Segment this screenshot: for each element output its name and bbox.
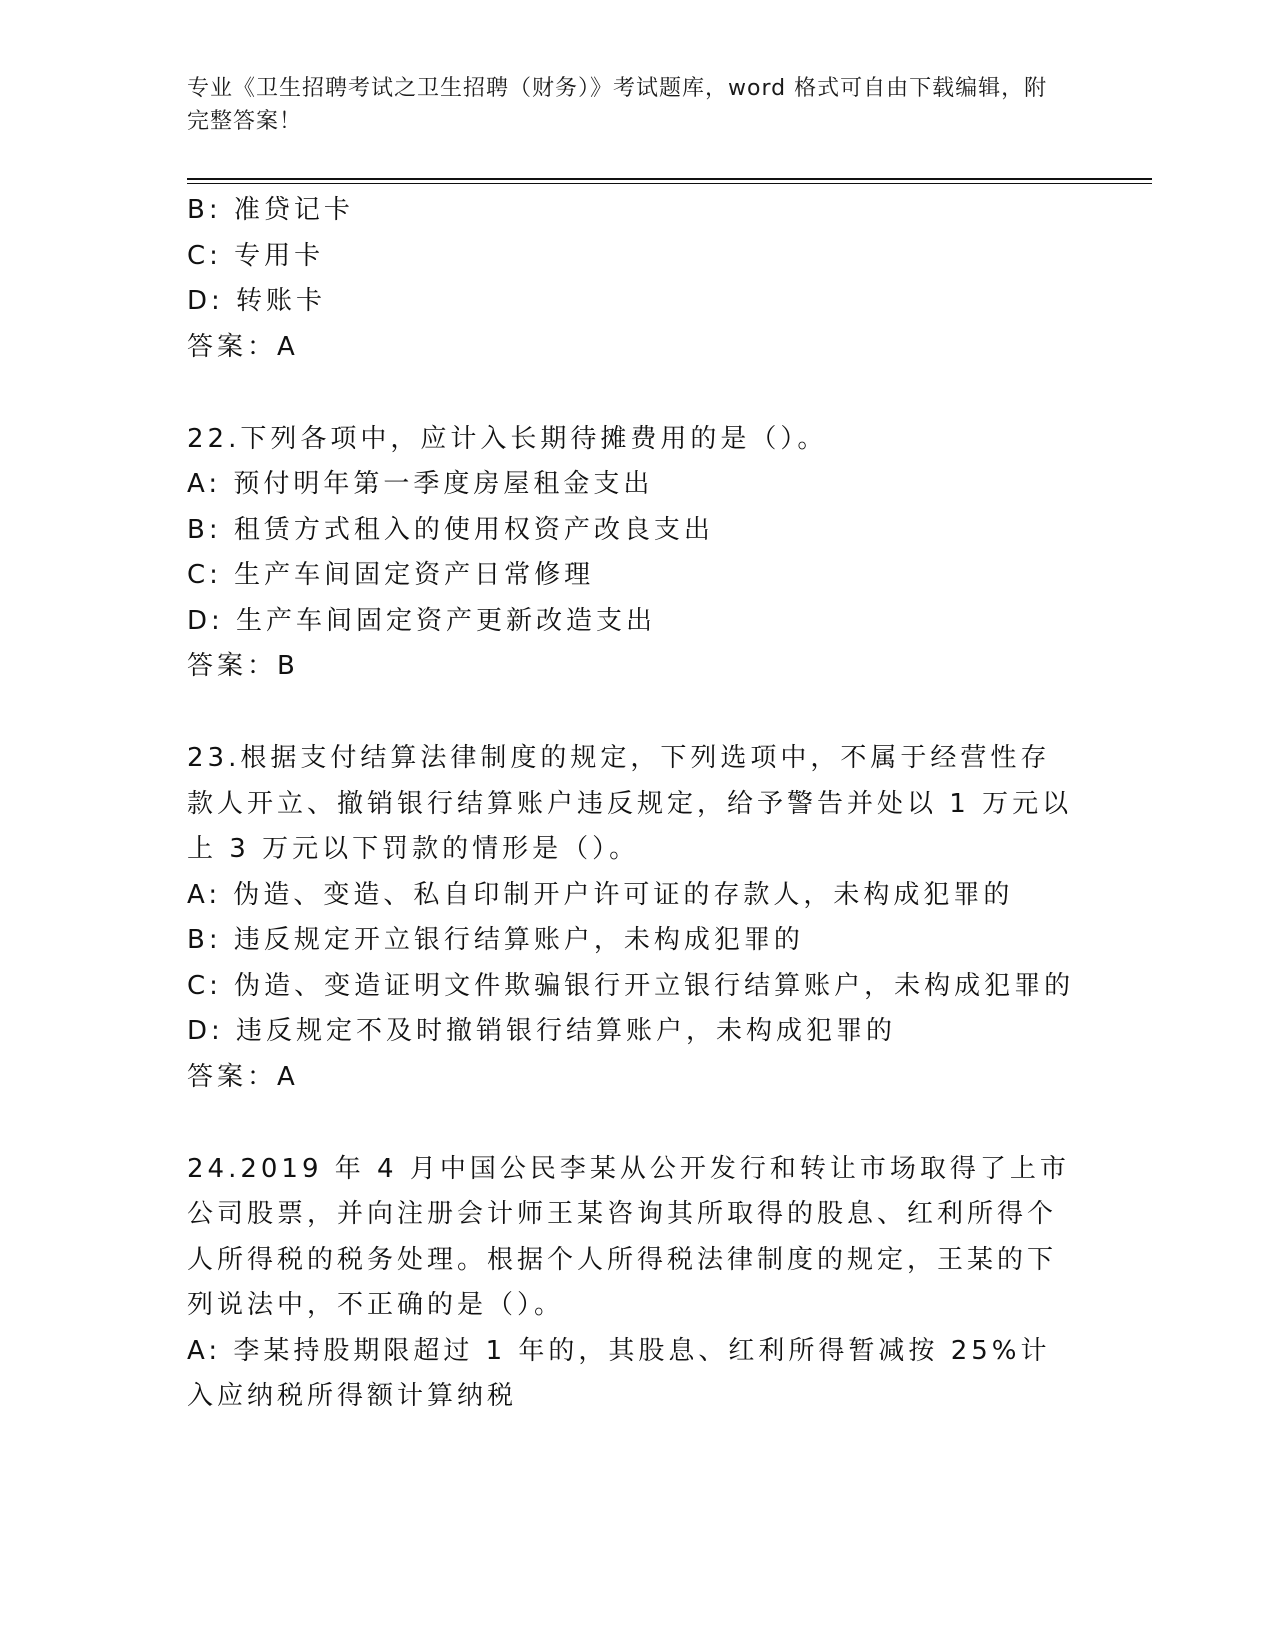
option-c: C: 专用卡 <box>187 240 325 271</box>
question-block-23 <box>187 736 1087 1100</box>
option-b: B: 准贷记卡 <box>187 195 354 225</box>
question-block-21 <box>187 188 1087 370</box>
option-a: A: 预付明年第一季度房屋租金支出 <box>187 469 654 499</box>
answer-line: 答案：B <box>187 651 299 681</box>
answer-line: 答案：A <box>187 331 299 362</box>
question-text: 23.根据支付结算法律制度的规定，下列选项中，不属于经营性存款人开立、撤销银行结算账户违反规定，给予警告并处以 1 万元以上 3 万元以下罚款的情形是（）。 <box>187 743 1073 864</box>
option-d: D: 违反规定不及时撤销银行结算账户，未构成犯罪的 <box>187 1016 897 1046</box>
option-a: A: 伪造、变造、私自印制开户许可证的存款人，未构成犯罪的 <box>187 879 1014 910</box>
question-text: 24.2019 年 4 月中国公民李某从公开发行和转让市场取得了上市公司股票，并向注册会计师王某咨询其所取得的股息、红利所得个人所得税的税务处理。根据个人所得税法律制度的规定，王某的下列说法中，不正确的是（）。 <box>187 1153 1070 1320</box>
question-text: 22.下列各项中，应计入长期待摊费用的是（）。 <box>187 423 828 454</box>
header-rule-thin <box>187 183 1152 184</box>
option-a: A: 李某持股期限超过 1 年的，其股息、红利所得暂减按 25%计入应纳税所得额计算纳税 <box>187 1335 1051 1411</box>
option-c: C: 生产车间固定资产日常修理 <box>187 560 595 590</box>
option-b: B: 违反规定开立银行结算账户，未构成犯罪的 <box>187 925 804 955</box>
option-c: C: 伪造、变造证明文件欺骗银行开立银行结算账户，未构成犯罪的 <box>187 970 1075 1001</box>
document-content <box>187 188 1087 1420</box>
option-b: B: 租赁方式租入的使用权资产改良支出 <box>187 514 714 545</box>
answer-line: 答案：A <box>187 1061 299 1092</box>
option-d: D: 生产车间固定资产更新改造支出 <box>187 605 657 636</box>
option-d: D: 转账卡 <box>187 286 327 316</box>
document-header: 专业《卫生招聘考试之卫生招聘（财务）》考试题库，word 格式可自由下载编辑，附完整答案！ <box>187 76 1048 134</box>
question-block-24 <box>187 1147 1087 1420</box>
question-block-22 <box>187 417 1087 690</box>
header-rule-thick <box>187 178 1152 180</box>
